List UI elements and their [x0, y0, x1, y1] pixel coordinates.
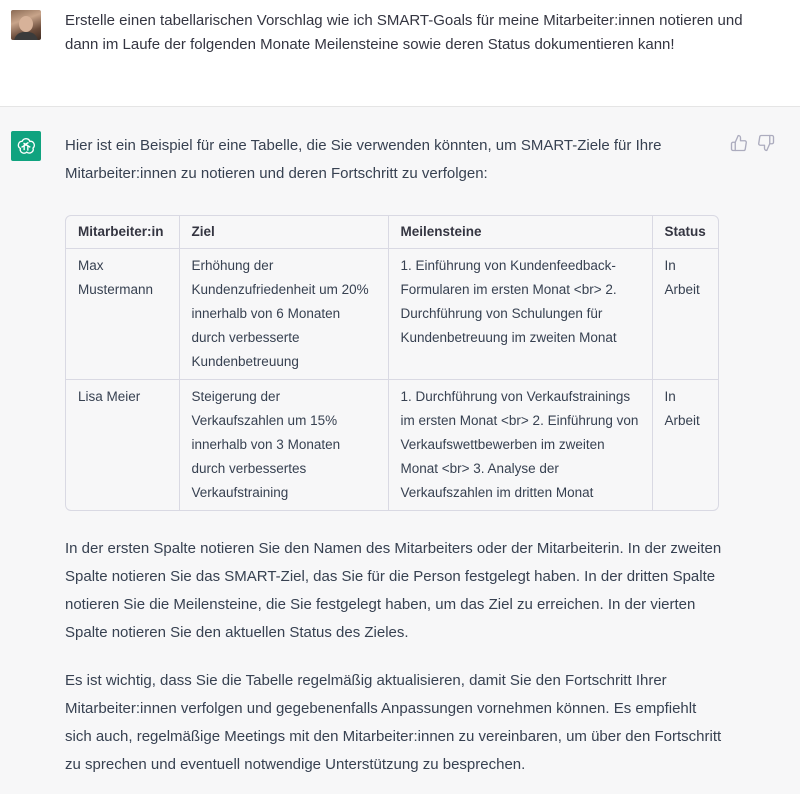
assistant-intro [65, 132, 725, 188]
user-avatar [11, 10, 41, 40]
cell-ziel: Erhöhung der Kundenzufriedenheit um 20% innerhalb von 6 Monaten durch verbesserte Kundenbetreuung [179, 249, 388, 380]
openai-logo-icon [11, 131, 41, 161]
table-header-row [66, 216, 718, 249]
assistant-intro-text: Hier ist ein Beispiel für eine Tabelle, die Sie verwenden könnten, um SMART-Ziele für Ihre Mitarbeiter:innen zu notieren und deren Fortschritt zu verfolgen: [65, 137, 662, 182]
user-message-text: Erstelle einen tabellarischen Vorschlag wie ich SMART-Goals für meine Mitarbeiter:innen notieren und dann im Laufe der folgenden Monate Meilensteine sowie deren Status dokumentieren kann! [65, 12, 743, 53]
column-header-status: Status [652, 216, 718, 249]
column-header-mitarbeiter: Mitarbeiter:in [66, 216, 179, 249]
smart-goals-table [65, 215, 719, 511]
cell-status: In Arbeit [652, 249, 718, 380]
assistant-message-row [0, 107, 800, 794]
cell-mitarbeiter: Lisa Meier [66, 380, 179, 511]
table-row [66, 249, 718, 380]
assistant-paragraph-2: Es ist wichtig, dass Sie die Tabelle regelmäßig aktualisieren, damit Sie den Fortschritt Ihrer Mitarbeiter:innen verfolgen und gegebenenfalls Anpassungen vornehmen können. Es empfiehlt sich auch, regelmäßige Meetings mit den Mitarbeiter:innen zu vereinbaren, um über den Fortschritt zu sprechen und eventuell notwendige Unterstützung zu besprechen. [65, 672, 722, 773]
thumbs-down-icon[interactable] [757, 134, 775, 152]
cell-status: In Arbeit [664, 389, 700, 428]
column-header-ziel: Ziel [179, 216, 388, 249]
cell-meilensteine: 1. Einführung von Kundenfeedback-Formularen im ersten Monat <br> 2. Durchführung von Schulungen für Kundenbetreuung im zweiten Monat [388, 249, 652, 380]
cell-ziel: Steigerung der Verkaufszahlen um 15% innerhalb von 3 Monaten durch verbessertes Verkaufstraining [179, 380, 388, 511]
cell-mitarbeiter: Max Mustermann [66, 249, 179, 380]
thumbs-up-icon[interactable] [730, 134, 748, 152]
avatar-shirt [14, 32, 38, 40]
column-header-meilensteine: Meilensteine [388, 216, 652, 249]
assistant-paragraph-1: In der ersten Spalte notieren Sie den Namen des Mitarbeiters oder der Mitarbeiterin. In der zweiten Spalte notieren Sie das SMART-Ziel, das Sie für die Person festgelegt haben. In der dritten Spalte notieren Sie die Meilensteine, die Sie festgelegt haben, um das Ziel zu erreichen. In der vierten Spalte notieren Sie den aktuellen Status des Zieles. [65, 540, 722, 641]
avatar-face [19, 16, 33, 32]
user-message-row [0, 0, 800, 107]
cell-meilensteine: 1. Durchführung von Verkaufstrainings im ersten Monat <br> 2. Einführung von Verkaufswettbewerben im zweiten Monat <br> 3. Analyse der Verkaufszahlen im dritten Monat [388, 380, 652, 511]
table-row [66, 380, 718, 511]
